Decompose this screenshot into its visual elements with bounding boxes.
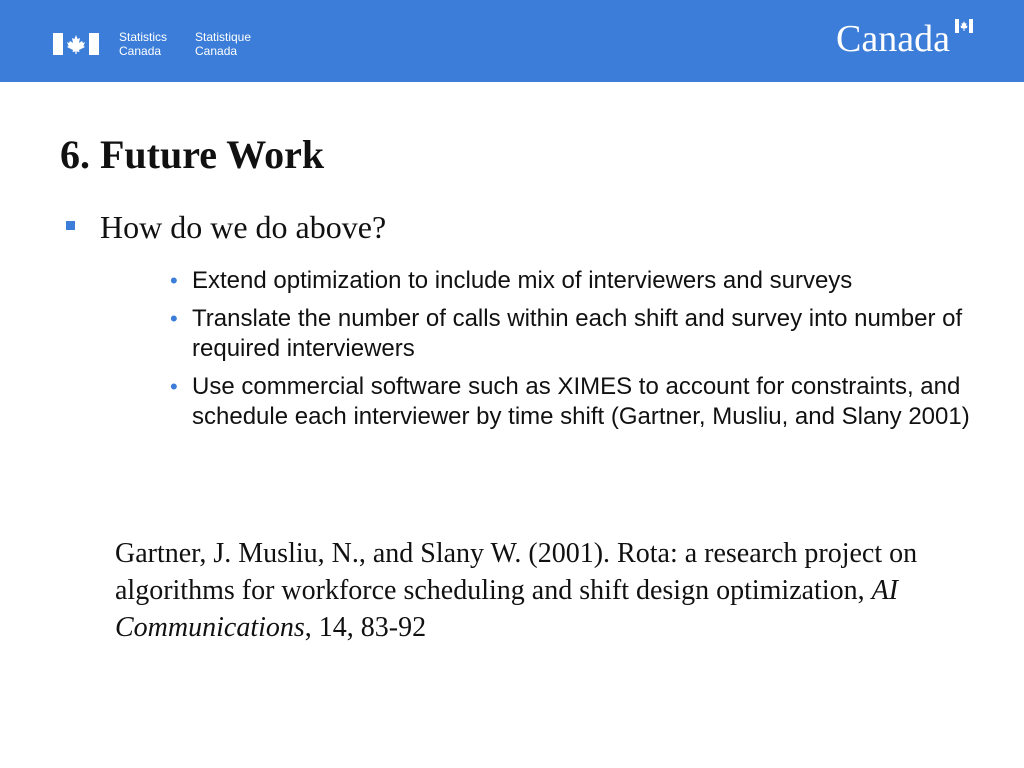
signature-en-line2: Canada (119, 44, 162, 58)
signature-english (119, 30, 167, 58)
slide-title: 6. Future Work (60, 132, 325, 177)
sub-bullet-item (168, 372, 988, 432)
signature-french (195, 30, 251, 58)
sub-bullet-item (168, 304, 988, 364)
signature-en-line1: Statistics (119, 30, 168, 44)
sub-bullet-item (168, 266, 988, 296)
signature-fr-line2: Canada (195, 44, 238, 58)
sub-bullet-text: Translate the number of calls within each shift and survey into number of required interviewers (192, 305, 963, 362)
main-bullet (66, 207, 386, 247)
sub-bullet-text: Use commercial software such as XIMES to account for constraints, and schedule each interviewer by time shift (Gartner, Musliu, and Slany 2001) (192, 373, 970, 430)
sub-bullet-list (168, 266, 988, 440)
header-banner (0, 0, 1024, 82)
canada-wordmark: Canada (836, 18, 950, 60)
sub-bullet-text: Extend optimization to include mix of interviewers and surveys (192, 267, 853, 294)
signature-fr-line1: Statistique (195, 30, 252, 44)
reference-citation (115, 535, 995, 646)
bullet-dot-icon: • (170, 374, 178, 399)
canada-flag-icon (53, 33, 99, 55)
wordmark-flag-icon (955, 19, 973, 33)
square-bullet-icon (66, 221, 75, 230)
reference-details: , 14, 83-92 (304, 612, 427, 643)
reference-journal: AI Communications (115, 575, 899, 643)
bullet-dot-icon: • (170, 268, 178, 293)
main-bullet-text: How do we do above? (100, 209, 387, 245)
reference-authors: Gartner, J. Musliu, N., and Slany W. (2001). Rota: a research project on algorithms for workforce scheduling and shift design optimization, (115, 538, 918, 606)
bullet-dot-icon: • (170, 306, 178, 331)
